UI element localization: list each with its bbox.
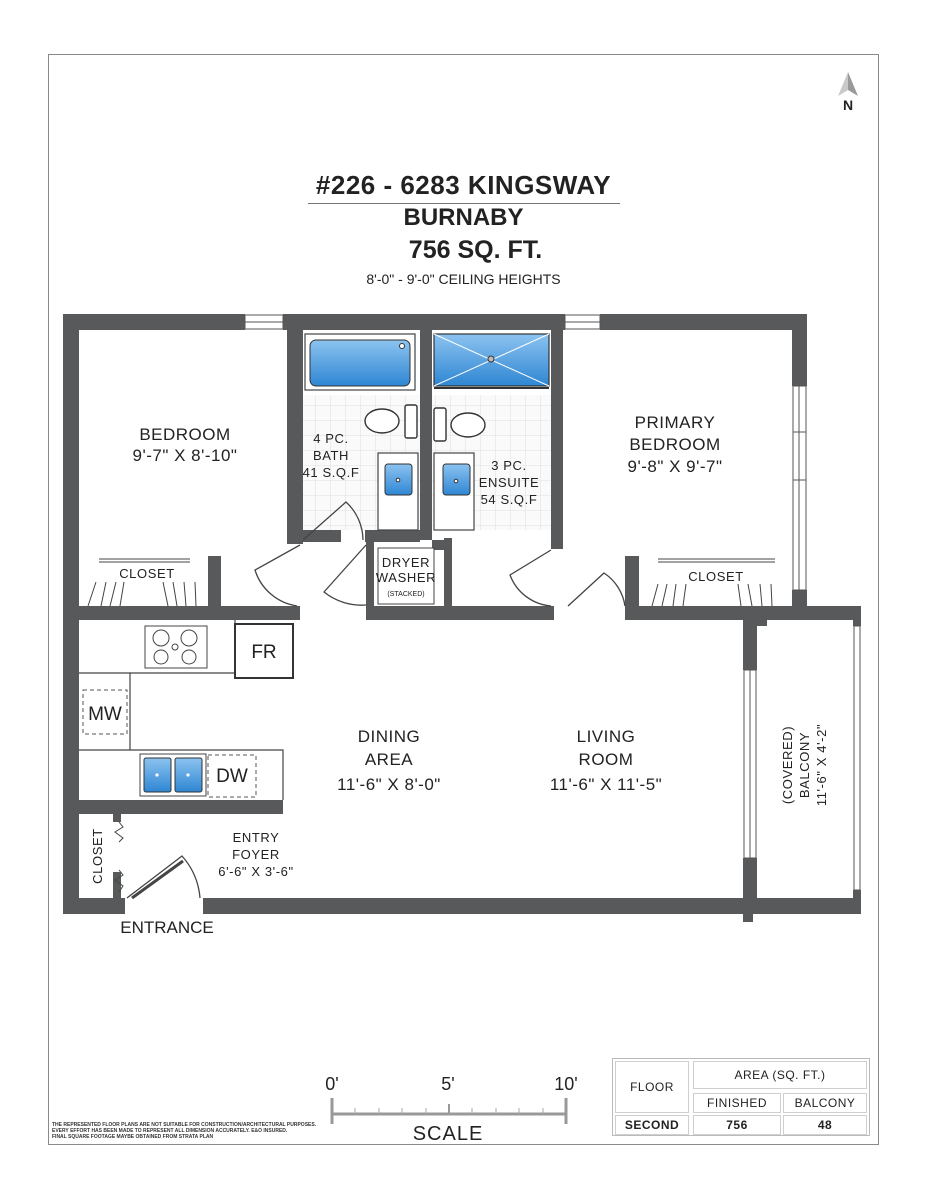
fridge xyxy=(235,624,293,678)
north-arrow-icon xyxy=(838,72,858,113)
entrance-label: ENTRANCE xyxy=(120,918,214,937)
area-table-finished-value: 756 xyxy=(693,1115,781,1135)
closet-label-entry: CLOSET xyxy=(90,828,105,884)
scale-label: SCALE xyxy=(412,1123,484,1145)
room-label-primary-2: BEDROOM xyxy=(629,435,721,454)
scale-tick-10: 10' xyxy=(554,1074,578,1094)
disclaimer-line: FINAL SQUARE FOOTAGE MAYBE OBTAINED FROM STRATA PLAN xyxy=(52,1134,214,1140)
balcony-dim: 11'-6" X 4'-2" xyxy=(814,723,829,807)
dishwasher xyxy=(208,755,256,797)
balcony-label-2: BALCONY xyxy=(797,731,812,799)
microwave xyxy=(83,690,127,734)
room-dim-entry: 6'-6" X 3'-6" xyxy=(218,864,294,879)
balcony-floor-post xyxy=(743,912,753,922)
disclaimer-note xyxy=(52,1122,352,1140)
sink-icon xyxy=(378,453,418,530)
fridge-label: FR xyxy=(251,642,277,663)
plan-title-city: BURNABY xyxy=(403,204,524,231)
kitchen-sink-icon xyxy=(140,754,206,796)
plan-title-area: 756 SQ. FT. xyxy=(408,236,543,264)
room-dim-dining: 11'-6" X 8'-0" xyxy=(337,775,441,794)
area-table-balcony-value: 48 xyxy=(783,1115,867,1135)
balcony-labels xyxy=(780,724,829,806)
scale-tick-5: 5' xyxy=(441,1074,455,1094)
bathtub-icon xyxy=(305,334,415,390)
ensuite-label-line2: ENSUITE xyxy=(478,475,540,490)
bath-label-line3: 41 S.Q.F xyxy=(302,465,360,480)
laundry-label-dryer: DRYER xyxy=(381,555,431,570)
room-label-living-2: ROOM xyxy=(578,750,634,769)
scale-tick-0: 0' xyxy=(325,1074,339,1094)
plan-title-address: #226 - 6283 KINGSWAY xyxy=(315,170,612,200)
room-dim-bedroom: 9'-7" X 8'-10" xyxy=(132,446,238,465)
bath-label-line2: BATH xyxy=(312,448,350,463)
disclaimer-line: EVERY EFFORT HAS BEEN MADE TO REPRESENT ALL DIMENSION ACCURATELY. E&O INSURED. xyxy=(52,1128,288,1134)
cooktop-icon xyxy=(145,626,207,668)
scale-bar xyxy=(325,1074,577,1145)
dishwasher-label: DW xyxy=(216,766,248,787)
ensuite-label-line1: 3 PC. xyxy=(491,458,527,473)
area-table-floor-value: SECOND xyxy=(615,1115,689,1135)
microwave-label: MW xyxy=(88,704,122,725)
room-label-dining-1: DINING xyxy=(357,727,421,746)
room-label-bedroom: BEDROOM xyxy=(139,425,231,444)
closet-label-primary: CLOSET xyxy=(688,569,744,584)
room-label-entry-2: FOYER xyxy=(232,847,280,862)
area-table-finished-header: FINISHED xyxy=(693,1093,781,1113)
laundry-label-stacked: (STACKED) xyxy=(387,591,425,598)
room-label-living-1: LIVING xyxy=(576,727,636,746)
room-label-dining-2: AREA xyxy=(364,750,414,769)
balcony-label-1: (COVERED) xyxy=(780,725,795,805)
closet-label-bedroom: CLOSET xyxy=(119,566,175,581)
sink-icon xyxy=(434,453,474,530)
ensuite-label-line3: 54 S.Q.F xyxy=(480,492,538,507)
bath-label-line1: 4 PC. xyxy=(313,431,349,446)
ceiling-heights-note: 8'-0" - 9'-0" CEILING HEIGHTS xyxy=(366,271,561,287)
area-table-floor-header: FLOOR xyxy=(615,1061,689,1113)
doors xyxy=(127,502,625,898)
room-label-primary-1: PRIMARY xyxy=(634,413,716,432)
room-label-entry-1: ENTRY xyxy=(232,830,280,845)
room-dim-primary: 9'-8" X 9'-7" xyxy=(627,457,723,476)
north-label: N xyxy=(842,97,854,113)
area-table xyxy=(612,1058,870,1136)
washer-dryer-unit xyxy=(376,548,436,604)
disclaimer-line: THE REPRESENTED FLOOR PLANS ARE NOT SUITABLE FOR CONSTRUCTION/ARCHITECTURAL PURPOSES. xyxy=(52,1122,317,1128)
area-table-area-header: AREA (SQ. FT.) xyxy=(693,1061,867,1089)
room-dim-living: 11'-6" X 11'-5" xyxy=(549,775,663,794)
area-table-balcony-header: BALCONY xyxy=(783,1093,867,1113)
laundry-label-washer: WASHER xyxy=(375,570,437,585)
shower-icon xyxy=(434,334,549,388)
